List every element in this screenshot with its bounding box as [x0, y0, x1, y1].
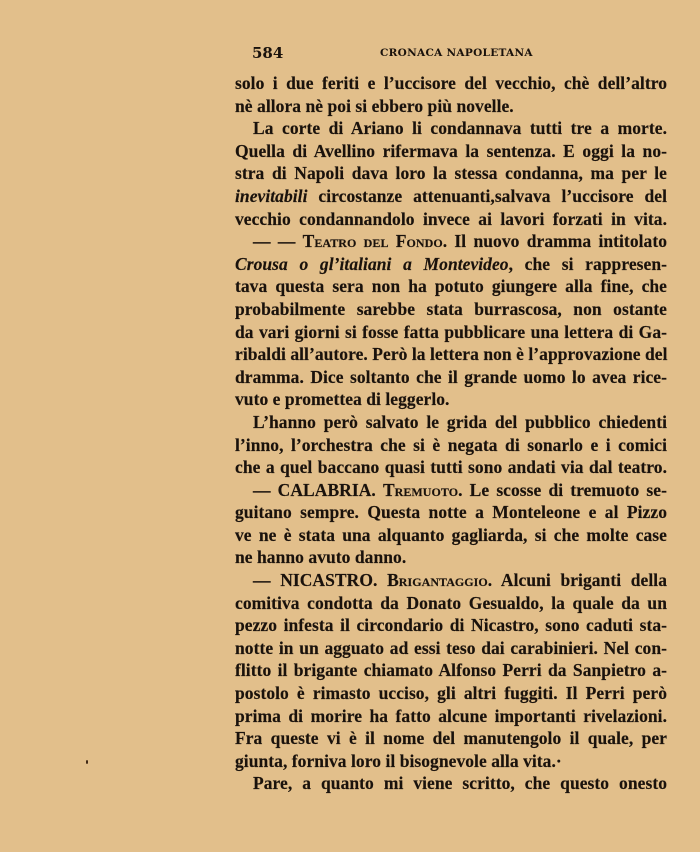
text-line	[235, 230, 667, 253]
text-line: guitano sempre. Questa notte a Monteleone e al Pizzo	[235, 502, 667, 523]
text-segment: . Alcuni briganti della	[487, 570, 667, 591]
text-line	[235, 569, 667, 592]
text-line: l’inno, l’orchestra che si è negata di sonarlo e i comici	[235, 434, 667, 455]
text-line: da vari giorni si fosse fatta pubblicare una lettera di Ga-	[235, 321, 667, 342]
smallcaps-heading: Teatro del Fondo	[302, 231, 443, 252]
text-line	[235, 479, 667, 502]
text-line: Fra queste vi è il nome del manutengolo il quale, per	[235, 728, 667, 749]
text-line	[235, 253, 667, 276]
text-segment: — CALABRIA.	[253, 479, 383, 500]
text-line: probabilmente sarebbe stata burrascosa, non ostante	[235, 298, 667, 319]
text-segment: circostanze attenuanti,salvava l’uccisore del	[307, 185, 667, 206]
text-line: stra di Napoli dava loro la stessa condanna, ma per le	[235, 163, 667, 184]
text-line: che a quel baccano quasi tutti sono andati via dal teatro.	[235, 457, 667, 478]
body-text	[235, 72, 667, 795]
italic-text: Crousa o gl’italiani a Montevideo	[235, 253, 509, 274]
text-line: Pare, a quanto mi viene scritto, che questo onesto	[253, 773, 667, 794]
text-line: comitiva condotta da Donato Gesualdo, la quale da un	[235, 592, 667, 613]
running-title: CRONACA NAPOLETANA	[380, 47, 533, 59]
page-number: 584	[252, 44, 284, 62]
text-line: La corte di Ariano li condannava tutti tre a morte.	[253, 118, 667, 139]
text-segment: — NICASTRO.	[253, 570, 388, 591]
smallcaps-heading: Tremuoto	[382, 479, 459, 500]
text-line: vuto e promettea di leggerlo.	[235, 389, 450, 410]
text-line: notte in un agguato ad essi teso dai carabinieri. Nel con-	[235, 637, 667, 658]
text-line: tava questa sera non ha potuto giungere alla fine, che	[235, 276, 667, 297]
text-line: ve ne è stata una alquanto gagliarda, si che molte case	[235, 524, 667, 545]
text-line: giunta, forniva loro il bisognevole alla vita.·	[235, 750, 562, 771]
text-line: L’hanno però salvato le grida del pubblico chiedenti	[253, 411, 667, 432]
italic-text: inevitabili	[235, 185, 308, 206]
text-line	[235, 185, 667, 208]
text-line: pezzo infesta il circondario di Nicastro, sono caduti sta-	[235, 615, 667, 636]
text-line: Quella di Avellino rifermava la sentenza. E oggi la no-	[235, 140, 667, 161]
text-line: flitto il brigante chiamato Alfonso Perri da Sanpietro a-	[235, 660, 667, 681]
text-line: vecchio condannandolo invece ai lavori forzati in vita.	[235, 208, 667, 229]
text-segment: . Le scosse di tremuoto se-	[458, 479, 667, 500]
page-header	[252, 44, 667, 66]
text-segment: — —	[253, 231, 303, 252]
text-line: nè allora nè poi si ebbero più novelle.	[235, 95, 514, 116]
text-line: ribaldi all’autore. Però la lettera non è l’approvazione del	[235, 344, 668, 365]
ink-speck	[86, 760, 88, 764]
text-segment: . Il nuovo dramma intitolato	[442, 231, 668, 252]
smallcaps-heading: Brigantaggio	[387, 570, 488, 591]
text-line: prima di morire ha fatto alcune importanti rivelazioni.	[235, 705, 667, 726]
text-line: solo i due feriti e l’uccisore del vecchio, chè dell’altro	[235, 73, 667, 93]
text-line: dramma. Dice soltanto che il grande uomo lo avea rice-	[235, 366, 667, 387]
text-line: postolo è rimasto ucciso, gli altri fuggiti. Il Perri però	[235, 683, 667, 704]
text-segment: , che si rappresen-	[508, 253, 667, 274]
text-line: ne hanno avuto danno.	[235, 547, 407, 568]
